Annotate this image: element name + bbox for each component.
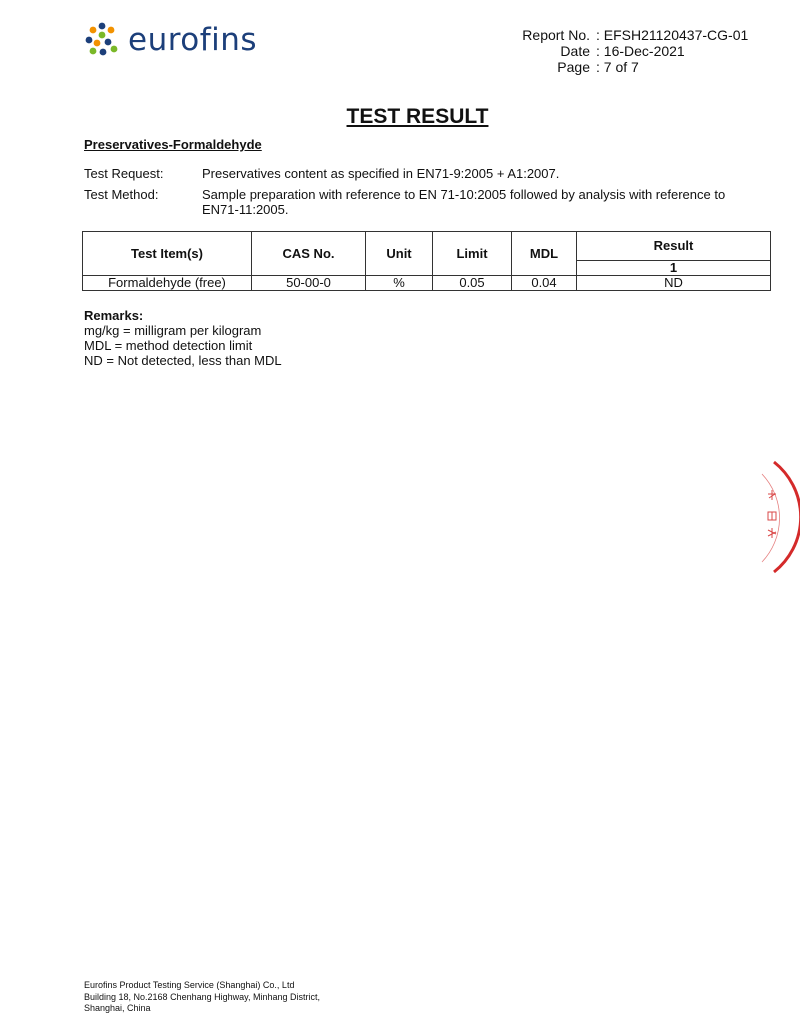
test-request-row bbox=[84, 166, 764, 182]
test-request-value: Preservatives content as specified in EN71-9:2005 + A1:2007. bbox=[202, 166, 560, 181]
section-heading: Preservatives-Formaldehyde bbox=[84, 137, 262, 152]
remarks-title: Remarks: bbox=[84, 308, 144, 323]
report-number-row bbox=[480, 27, 748, 43]
cell-cas-no: 50-00-0 bbox=[252, 276, 366, 291]
report-date-label: Date bbox=[560, 43, 590, 59]
report-page-label: Page bbox=[557, 59, 590, 75]
header-result-sample: 1 bbox=[577, 261, 771, 276]
report-date-value: : 16-Dec-2021 bbox=[596, 43, 685, 59]
test-request-label: Test Request: bbox=[84, 166, 164, 181]
header-unit: Unit bbox=[366, 232, 433, 276]
report-number-label: Report No. bbox=[522, 27, 590, 43]
header-result: Result bbox=[577, 232, 771, 261]
test-method-row bbox=[84, 187, 764, 218]
report-date-row bbox=[480, 43, 748, 59]
cell-result: ND bbox=[577, 276, 771, 291]
footer-line: Eurofins Product Testing Service (Shanghai) Co., Ltd bbox=[84, 980, 295, 990]
header-cas-no: CAS No. bbox=[252, 232, 366, 276]
report-page-row bbox=[480, 59, 748, 75]
company-logo bbox=[84, 22, 257, 58]
test-info bbox=[84, 166, 764, 223]
cell-unit: % bbox=[366, 276, 433, 291]
remark-line: mg/kg = milligram per kilogram bbox=[84, 323, 262, 338]
cell-mdl: 0.04 bbox=[512, 276, 577, 291]
footer-address bbox=[84, 980, 320, 1015]
remark-line: MDL = method detection limit bbox=[84, 338, 253, 353]
cell-test-item: Formaldehyde (free) bbox=[83, 276, 252, 291]
logo-text: eurofins bbox=[128, 21, 258, 58]
remarks bbox=[84, 308, 282, 368]
cell-limit: 0.05 bbox=[433, 276, 512, 291]
seal-stamp-icon bbox=[750, 458, 800, 576]
report-meta bbox=[480, 27, 748, 75]
results-table bbox=[82, 231, 771, 291]
test-method-label: Test Method: bbox=[84, 186, 159, 202]
remark-line: ND = Not detected, less than MDL bbox=[84, 353, 282, 368]
header-limit: Limit bbox=[433, 232, 512, 276]
header-test-item: Test Item(s) bbox=[83, 232, 252, 276]
report-number-value: : EFSH21120437-CG-01 bbox=[596, 27, 749, 43]
footer-line: Building 18, No.2168 Chenhang Highway, Minhang District, bbox=[84, 991, 320, 1002]
report-page-value: : 7 of 7 bbox=[596, 59, 639, 75]
test-method-value: Sample preparation with reference to EN 71-10:2005 followed by analysis with reference to EN71-11:2005. bbox=[202, 186, 726, 217]
table-row bbox=[83, 276, 771, 291]
page-title: TEST RESULT bbox=[346, 105, 489, 128]
footer-line: Shanghai, China bbox=[84, 1003, 151, 1013]
header-mdl: MDL bbox=[512, 232, 577, 276]
eurofins-dots-icon bbox=[84, 22, 120, 58]
